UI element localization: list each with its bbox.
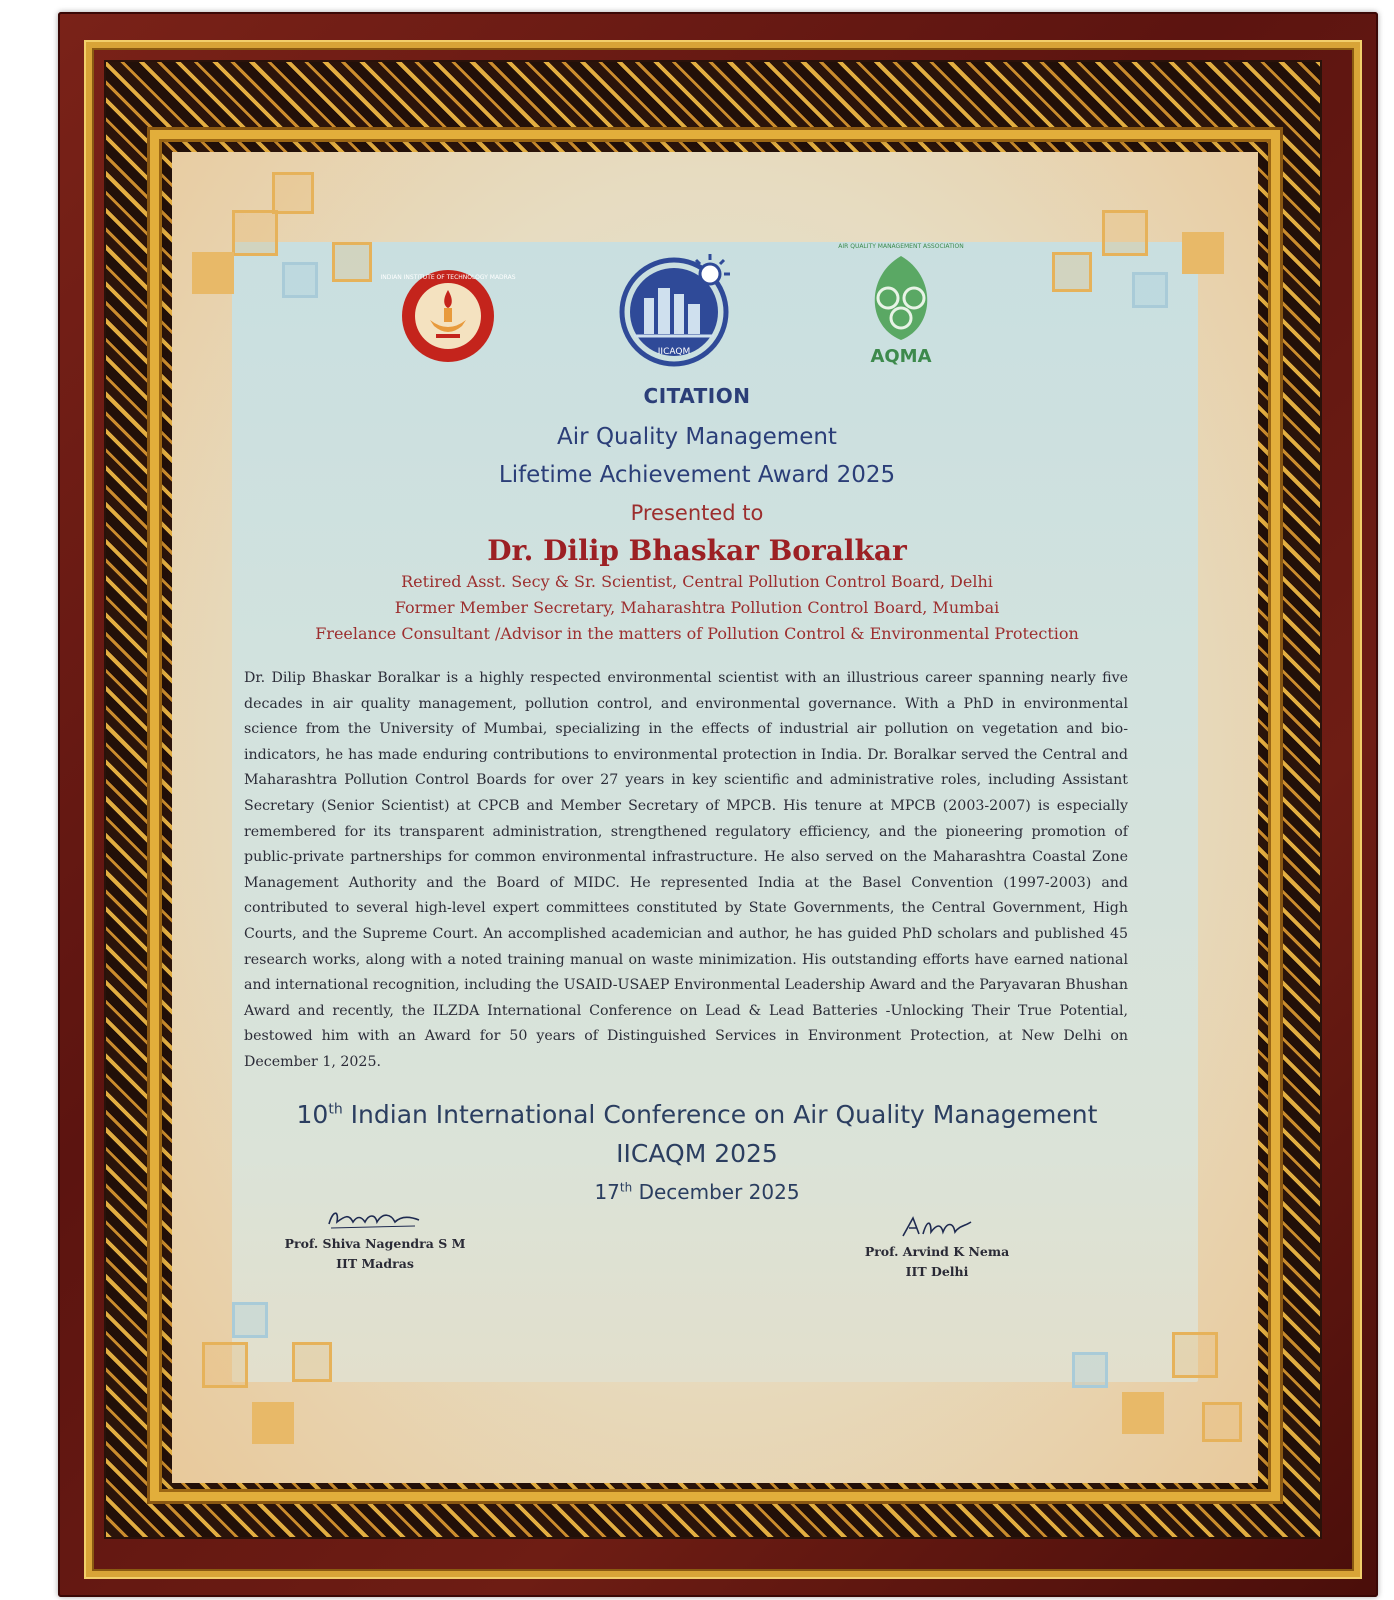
logo-ring-text: INDIAN INSTITUTE OF TECHNOLOGY MADRAS <box>380 274 516 281</box>
presented-to-label: Presented to <box>630 501 764 525</box>
signatory-right <box>852 1214 1022 1282</box>
handwritten-signature-icon <box>325 1206 425 1232</box>
handwritten-signature-icon <box>897 1214 977 1240</box>
conference-abbreviation: IICAQM 2025 <box>616 1139 778 1168</box>
conference-ordinal-suffix: th <box>328 1101 343 1118</box>
event-date-suffix: th <box>619 1180 633 1195</box>
event-date-rest: December 2025 <box>632 1180 800 1204</box>
award-title-line2: Lifetime Achievement Award 2025 <box>498 462 896 488</box>
signatory-name: Prof. Shiva Nagendra S M <box>284 1236 466 1251</box>
recipient-role: Former Member Secretary, Maharashtra Pollution Control Board, Mumbai <box>394 598 1000 617</box>
signatory-institution: IIT Delhi <box>905 1264 969 1279</box>
signatory-institution: IIT Madras <box>336 1256 414 1271</box>
logo-ring-text: AIR QUALITY MANAGEMENT ASSOCIATION <box>838 243 964 250</box>
event-date <box>0 1180 1394 1204</box>
recipient-role: Retired Asst. Secy & Sr. Scientist, Central Pollution Control Board, Delhi <box>401 572 993 591</box>
recipient-name: Dr. Dilip Bhaskar Boralkar <box>487 534 907 567</box>
signatory-name: Prof. Arvind K Nema <box>864 1244 1010 1259</box>
logo-label: IICAQM <box>657 347 691 357</box>
citation-heading: CITATION <box>643 384 751 408</box>
iicaqm-logo-icon <box>614 250 738 368</box>
citation-body-text: Dr. Dilip Bhaskar Boralkar is a highly respected environmental scientist with an illustrious career spanning nearly five decades in air quality management, pollution control, and environmental governance. With a PhD in environmental science from the University of Mumbai, specializing in the effects of industrial air pollution on vegetation and bio-indicators, he has made enduring contributions to environmental protection in India. Dr. Boralkar served the Central and Maharashtra Pollution Control Boards for over 27 years in key scientific and administrative roles, including Assistant Secretary (Senior Scientist) at CPCB and Member Secretary of MPCB. His tenure at MPCB (2003-2007) is especially remembered for its transparent administration, strengthened regulatory efficiency, and the pioneering promotion of public-private partnerships for common environmental infrastructure. He also served on the Maharashtra Coastal Zone Management Authority and the Board of MIDC. He represented India at the Basel Convention (1997-2003) and contributed to several high-level expert committees constituted by State Governments, the Central Government, High Courts, and the Supreme Court. An accomplished academician and author, he has guided PhD scholars and published 45 research works, along with a noted training manual on waste minimization. His outstanding efforts have earned national and international recognition, including the USAID-USAEP Environmental Leadership Award and the Paryavaran Bhushan Award and recently, the ILZDA International Conference on Lead & Lead Batteries -Unlocking Their True Potential, bestowed him with an Award for 50 years of Distinguished Services in Environment Protection, at New Delhi on December 1, 2025. <box>244 670 1128 1070</box>
iit-madras-logo-icon <box>380 268 516 364</box>
award-title-line1: Air Quality Management <box>557 424 837 450</box>
logo-label: AQMA <box>870 346 932 367</box>
event-date-day: 17 <box>594 1180 620 1204</box>
recipient-role: Freelance Consultant /Advisor in the matters of Pollution Control & Environmental Protection <box>315 624 1079 643</box>
aqma-logo-icon <box>838 236 964 368</box>
signatory-left <box>280 1206 470 1274</box>
conference-ordinal-number: 10 <box>296 1100 329 1129</box>
conference-title <box>0 1100 1394 1129</box>
conference-title-text: Indian International Conference on Air Quality Management <box>342 1100 1098 1129</box>
